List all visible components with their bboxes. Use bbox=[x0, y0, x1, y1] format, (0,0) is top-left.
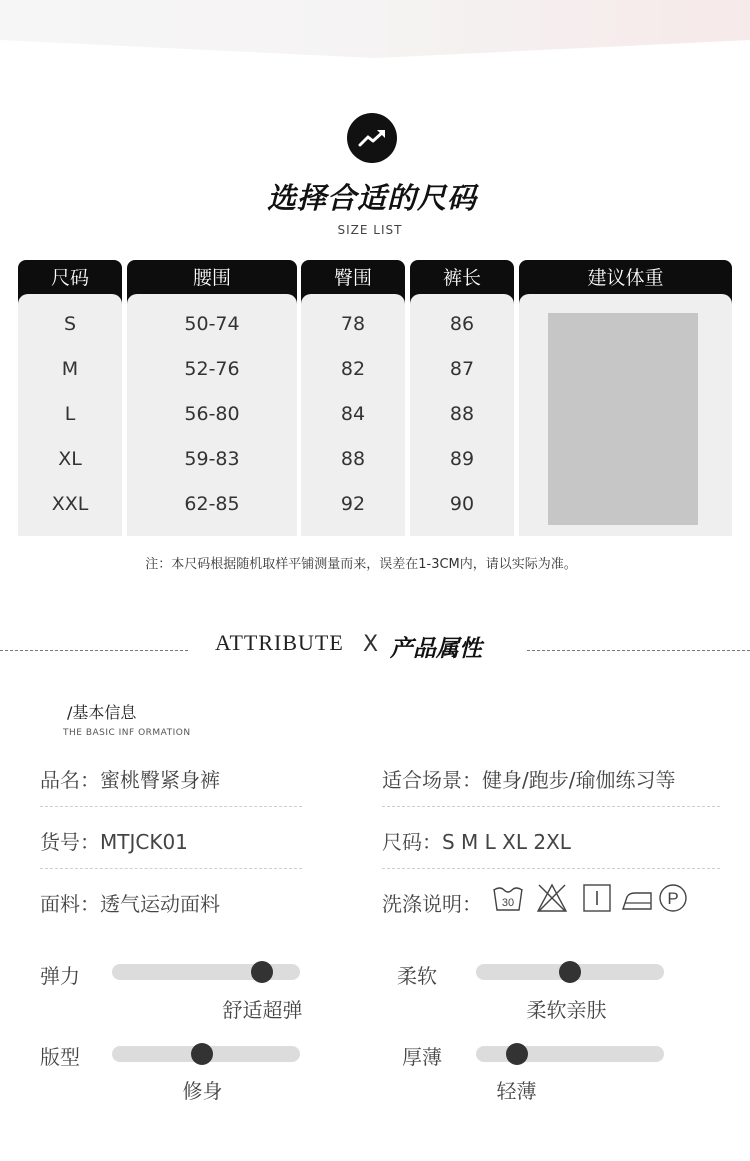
table-cell: XXL bbox=[51, 493, 89, 515]
slider-knob-softness bbox=[559, 961, 581, 983]
size-column-header: 尺码 bbox=[18, 260, 122, 304]
size-note: 注：本尺码根据随机取样平铺测量而来，误差在1-3CM内，请以实际为准。 bbox=[145, 557, 577, 572]
table-cell: 56-80 bbox=[184, 403, 240, 425]
dry-clean-p-icon bbox=[657, 882, 689, 914]
slider-label-thickness: 厚薄 bbox=[402, 1045, 442, 1069]
product-sizes: 尺码：S M L XL 2XL bbox=[382, 830, 571, 854]
size-column-body bbox=[18, 294, 122, 536]
slider-knob-fit bbox=[191, 1043, 213, 1065]
basic-info-title: /基本信息 bbox=[67, 703, 137, 722]
hang-dry-icon bbox=[582, 882, 612, 914]
divider-left bbox=[0, 650, 188, 651]
table-cell: M bbox=[61, 358, 79, 380]
table-cell: S bbox=[63, 313, 77, 335]
trend-up-icon bbox=[347, 113, 397, 163]
waist-column bbox=[127, 260, 297, 536]
attribute-separator: X bbox=[363, 632, 379, 657]
table-cell: XL bbox=[58, 448, 82, 470]
waist-column-header: 腰围 bbox=[127, 260, 297, 304]
table-cell: 52-76 bbox=[184, 358, 240, 380]
iron-icon bbox=[621, 882, 653, 914]
table-cell: 86 bbox=[449, 313, 475, 335]
slider-value-elasticity: 舒适超弹 bbox=[222, 998, 303, 1022]
table-cell: 88 bbox=[449, 403, 475, 425]
table-cell: 50-74 bbox=[184, 313, 240, 335]
hip-column bbox=[301, 260, 405, 536]
slider-track-thickness bbox=[476, 1046, 664, 1062]
divider bbox=[40, 806, 302, 807]
slider-label-softness: 柔软 bbox=[397, 964, 437, 988]
slider-value-softness: 柔软亲肤 bbox=[526, 998, 607, 1022]
page-title: 选择合适的尺码 bbox=[266, 181, 477, 215]
size-table bbox=[18, 260, 732, 536]
hip-column-header: 臀围 bbox=[301, 260, 405, 304]
no-bleach-icon bbox=[536, 882, 568, 914]
product-fabric: 面料：透气运动面料 bbox=[40, 892, 220, 916]
wash-30-icon bbox=[492, 882, 524, 914]
divider bbox=[40, 868, 302, 869]
table-cell: 84 bbox=[340, 403, 366, 425]
table-cell: 59-83 bbox=[184, 448, 240, 470]
slider-value-fit: 修身 bbox=[182, 1079, 223, 1103]
slider-value-thickness: 轻薄 bbox=[496, 1079, 537, 1103]
slider-label-fit: 版型 bbox=[40, 1045, 80, 1069]
slider-knob-elasticity bbox=[251, 961, 273, 983]
length-column-header: 裤长 bbox=[410, 260, 514, 304]
product-code: 货号：MTJCK01 bbox=[40, 830, 188, 854]
page-subtitle: SIZE LIST bbox=[337, 223, 403, 237]
product-scene: 适合场景：健身/跑步/瑜伽练习等 bbox=[382, 768, 676, 792]
wash-temp-text: 30 bbox=[501, 897, 515, 909]
slider-track-elasticity bbox=[112, 964, 300, 980]
weight-column-header: 建议体重 bbox=[519, 260, 732, 304]
table-cell: 92 bbox=[340, 493, 366, 515]
weight-column-body bbox=[519, 294, 732, 536]
size-column bbox=[18, 260, 122, 536]
table-cell: 88 bbox=[340, 448, 366, 470]
top-decorative-band bbox=[0, 0, 750, 60]
table-cell: 87 bbox=[449, 358, 475, 380]
dry-clean-text: P bbox=[667, 889, 679, 908]
basic-info-subtitle: THE BASIC INF ORMATION bbox=[63, 728, 191, 738]
waist-column-body bbox=[127, 294, 297, 536]
attribute-title-en: ATTRIBUTE bbox=[215, 630, 344, 655]
length-column-body bbox=[410, 294, 514, 536]
slider-label-elasticity: 弹力 bbox=[40, 964, 80, 988]
table-cell: 89 bbox=[449, 448, 475, 470]
attribute-title-cn: 产品属性 bbox=[390, 636, 482, 662]
table-cell: 90 bbox=[449, 493, 475, 515]
hip-column-body bbox=[301, 294, 405, 536]
divider bbox=[382, 806, 720, 807]
weight-placeholder-image bbox=[548, 313, 698, 525]
table-cell: 78 bbox=[340, 313, 366, 335]
product-name: 品名：蜜桃臀紧身裤 bbox=[40, 768, 220, 792]
slider-knob-thickness bbox=[506, 1043, 528, 1065]
table-cell: L bbox=[64, 403, 76, 425]
length-column bbox=[410, 260, 514, 536]
table-cell: 82 bbox=[340, 358, 366, 380]
weight-column bbox=[519, 260, 732, 536]
slider-track-softness bbox=[476, 964, 664, 980]
table-cell: 62-85 bbox=[184, 493, 240, 515]
divider bbox=[382, 868, 720, 869]
divider-right bbox=[527, 650, 750, 651]
slider-track-fit bbox=[112, 1046, 300, 1062]
wash-instructions-label: 洗涤说明： bbox=[382, 892, 482, 916]
